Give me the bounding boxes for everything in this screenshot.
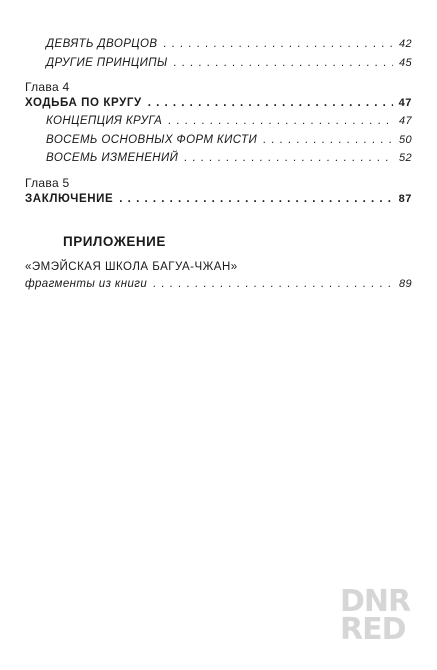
toc-entry-circle-concept[interactable] — [46, 115, 412, 127]
toc-entry-title: КОНЦЕПЦИЯ КРУГА — [46, 115, 163, 127]
toc-entry-title: ВОСЕМЬ ОСНОВНЫХ ФОРМ КИСТИ — [46, 134, 258, 146]
watermark-line-1: DNR — [340, 584, 411, 619]
toc-entry-page: 89 — [398, 278, 412, 290]
toc-entry-page: 42 — [398, 38, 412, 50]
dot-leader — [263, 134, 393, 146]
toc-entry-book-fragments[interactable] — [25, 278, 412, 290]
dot-leader — [153, 278, 393, 290]
toc-entry-page: 87 — [398, 193, 412, 205]
toc-entry-eight-changes[interactable] — [46, 152, 412, 164]
toc-entry-title: ДРУГИЕ ПРИНЦИПЫ — [46, 57, 168, 69]
toc-entry-page: 47 — [398, 115, 412, 127]
chapter-5-label: Глава 5 — [25, 176, 70, 190]
watermark-line-2: RED — [340, 612, 406, 647]
toc-entry-title: ДЕВЯТЬ ДВОРЦОВ — [46, 38, 158, 50]
dot-leader — [174, 57, 393, 69]
toc-entry-nine-palaces[interactable] — [46, 38, 412, 50]
dot-leader — [168, 115, 393, 127]
dot-leader — [184, 152, 393, 164]
toc-entry-eight-palm-forms[interactable] — [46, 134, 412, 146]
dot-leader — [163, 38, 393, 50]
toc-entry-page: 52 — [398, 152, 412, 164]
toc-entry-page: 45 — [398, 57, 412, 69]
dot-leader — [148, 97, 393, 109]
toc-entry-title: ЗАКЛЮЧЕНИЕ — [25, 193, 114, 205]
toc-entry-page: 47 — [398, 97, 412, 109]
appendix-heading: ПРИЛОЖЕНИЕ — [63, 234, 166, 249]
toc-entry-conclusion[interactable] — [25, 193, 412, 205]
toc-entry-title: фрагменты из книги — [25, 278, 148, 290]
toc-entry-other-principles[interactable] — [46, 57, 412, 69]
dot-leader — [119, 193, 392, 205]
toc-entry-title: ВОСЕМЬ ИЗМЕНЕНИЙ — [46, 152, 179, 164]
toc-entry-title: ХОДЬБА ПО КРУГУ — [25, 97, 142, 109]
toc-entry-walking-circle[interactable] — [25, 97, 412, 109]
toc-entry-page: 50 — [398, 134, 412, 146]
chapter-4-label: Глава 4 — [25, 80, 70, 94]
watermark-logo — [340, 584, 432, 647]
appendix-book-title: «ЭМЭЙСКАЯ ШКОЛА БАГУА-ЧЖАН» — [25, 261, 238, 273]
